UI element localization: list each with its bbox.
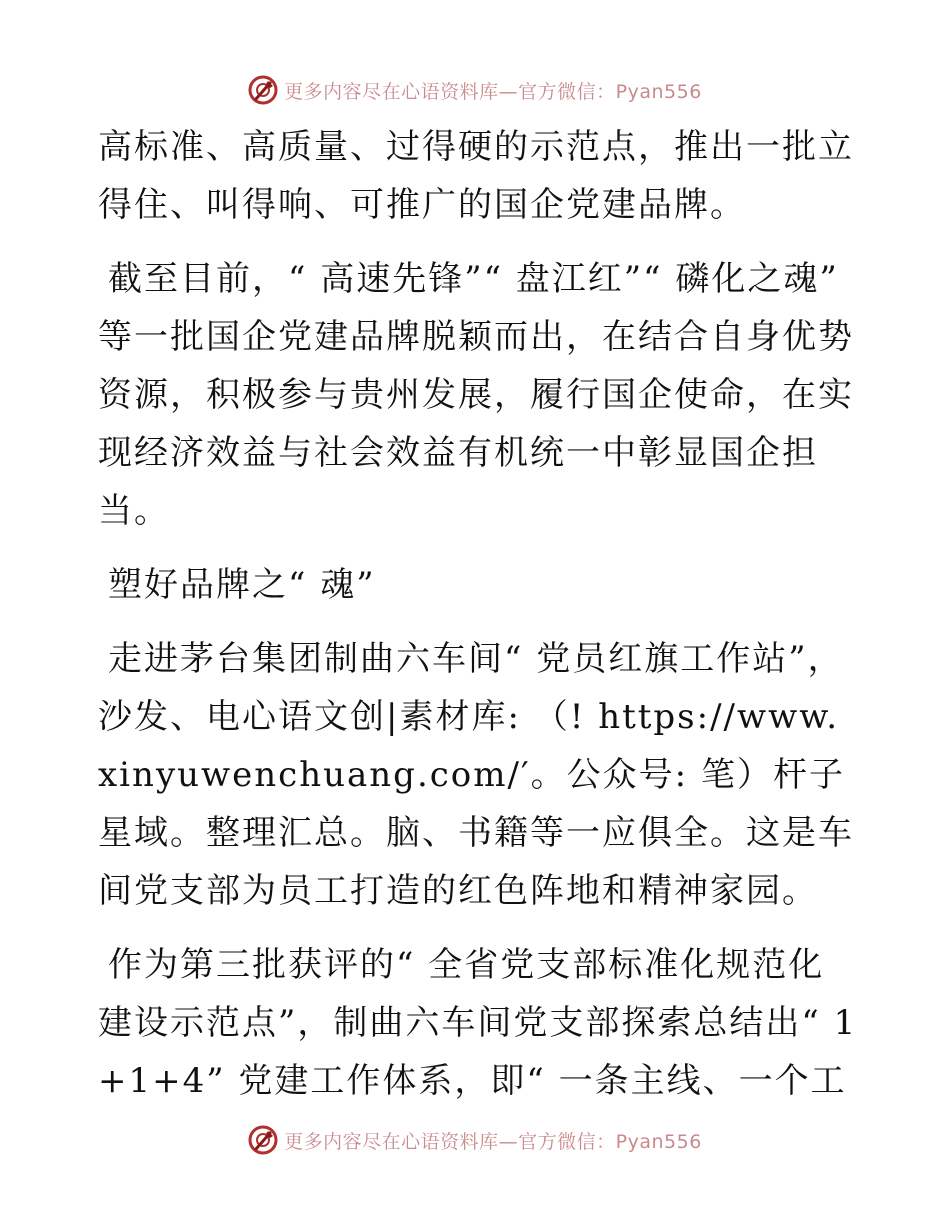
watermark-text: 更多内容尽在心语资料库—官方微信：Pyan556 (284, 80, 702, 103)
watermark-text: 更多内容尽在心语资料库—官方微信：Pyan556 (284, 1130, 702, 1153)
section-heading: 塑好品牌之“ 魂” (108, 565, 376, 605)
document-body (98, 118, 858, 1126)
paragraph-3: 走进茅台集团制曲六车间“ 党员红旗工作站”，沙发、电心语文创|素材库: （! https://www.xinyuwenchuang.com/′。公众号: 笔）杆子星域。整理汇总。脑、书籍等一应俱全。这是车间党支部为员工打造的红色阵地和精神家园。 (98, 639, 854, 911)
watermark-footer (0, 1120, 950, 1160)
paragraph-4: 作为第三批获评的“ 全省党支部标准化规范化建设示范点”，制曲六车间党支部探索总结出“ 1+1+4” 党建工作体系，即“ 一条主线、一个工 (98, 945, 858, 1101)
paragraph-1: 高标准、高质量、过得硬的示范点，推出一批立得住、叫得响、可推广的国企党建品牌。 (98, 127, 854, 225)
paragraph-2: 截至目前，“ 高速先锋”“ 盘江红”“ 磷化之魂” 等一批国企党建品牌脱颖而出，在结合自身优势资源，积极参与贵州发展，履行国企使命，在实现经济效益与社会效益有机统一中彰显国企担当。 (98, 259, 854, 531)
pen-logo-icon (248, 1125, 278, 1155)
pen-logo-icon (248, 75, 278, 105)
watermark-header (0, 70, 950, 110)
